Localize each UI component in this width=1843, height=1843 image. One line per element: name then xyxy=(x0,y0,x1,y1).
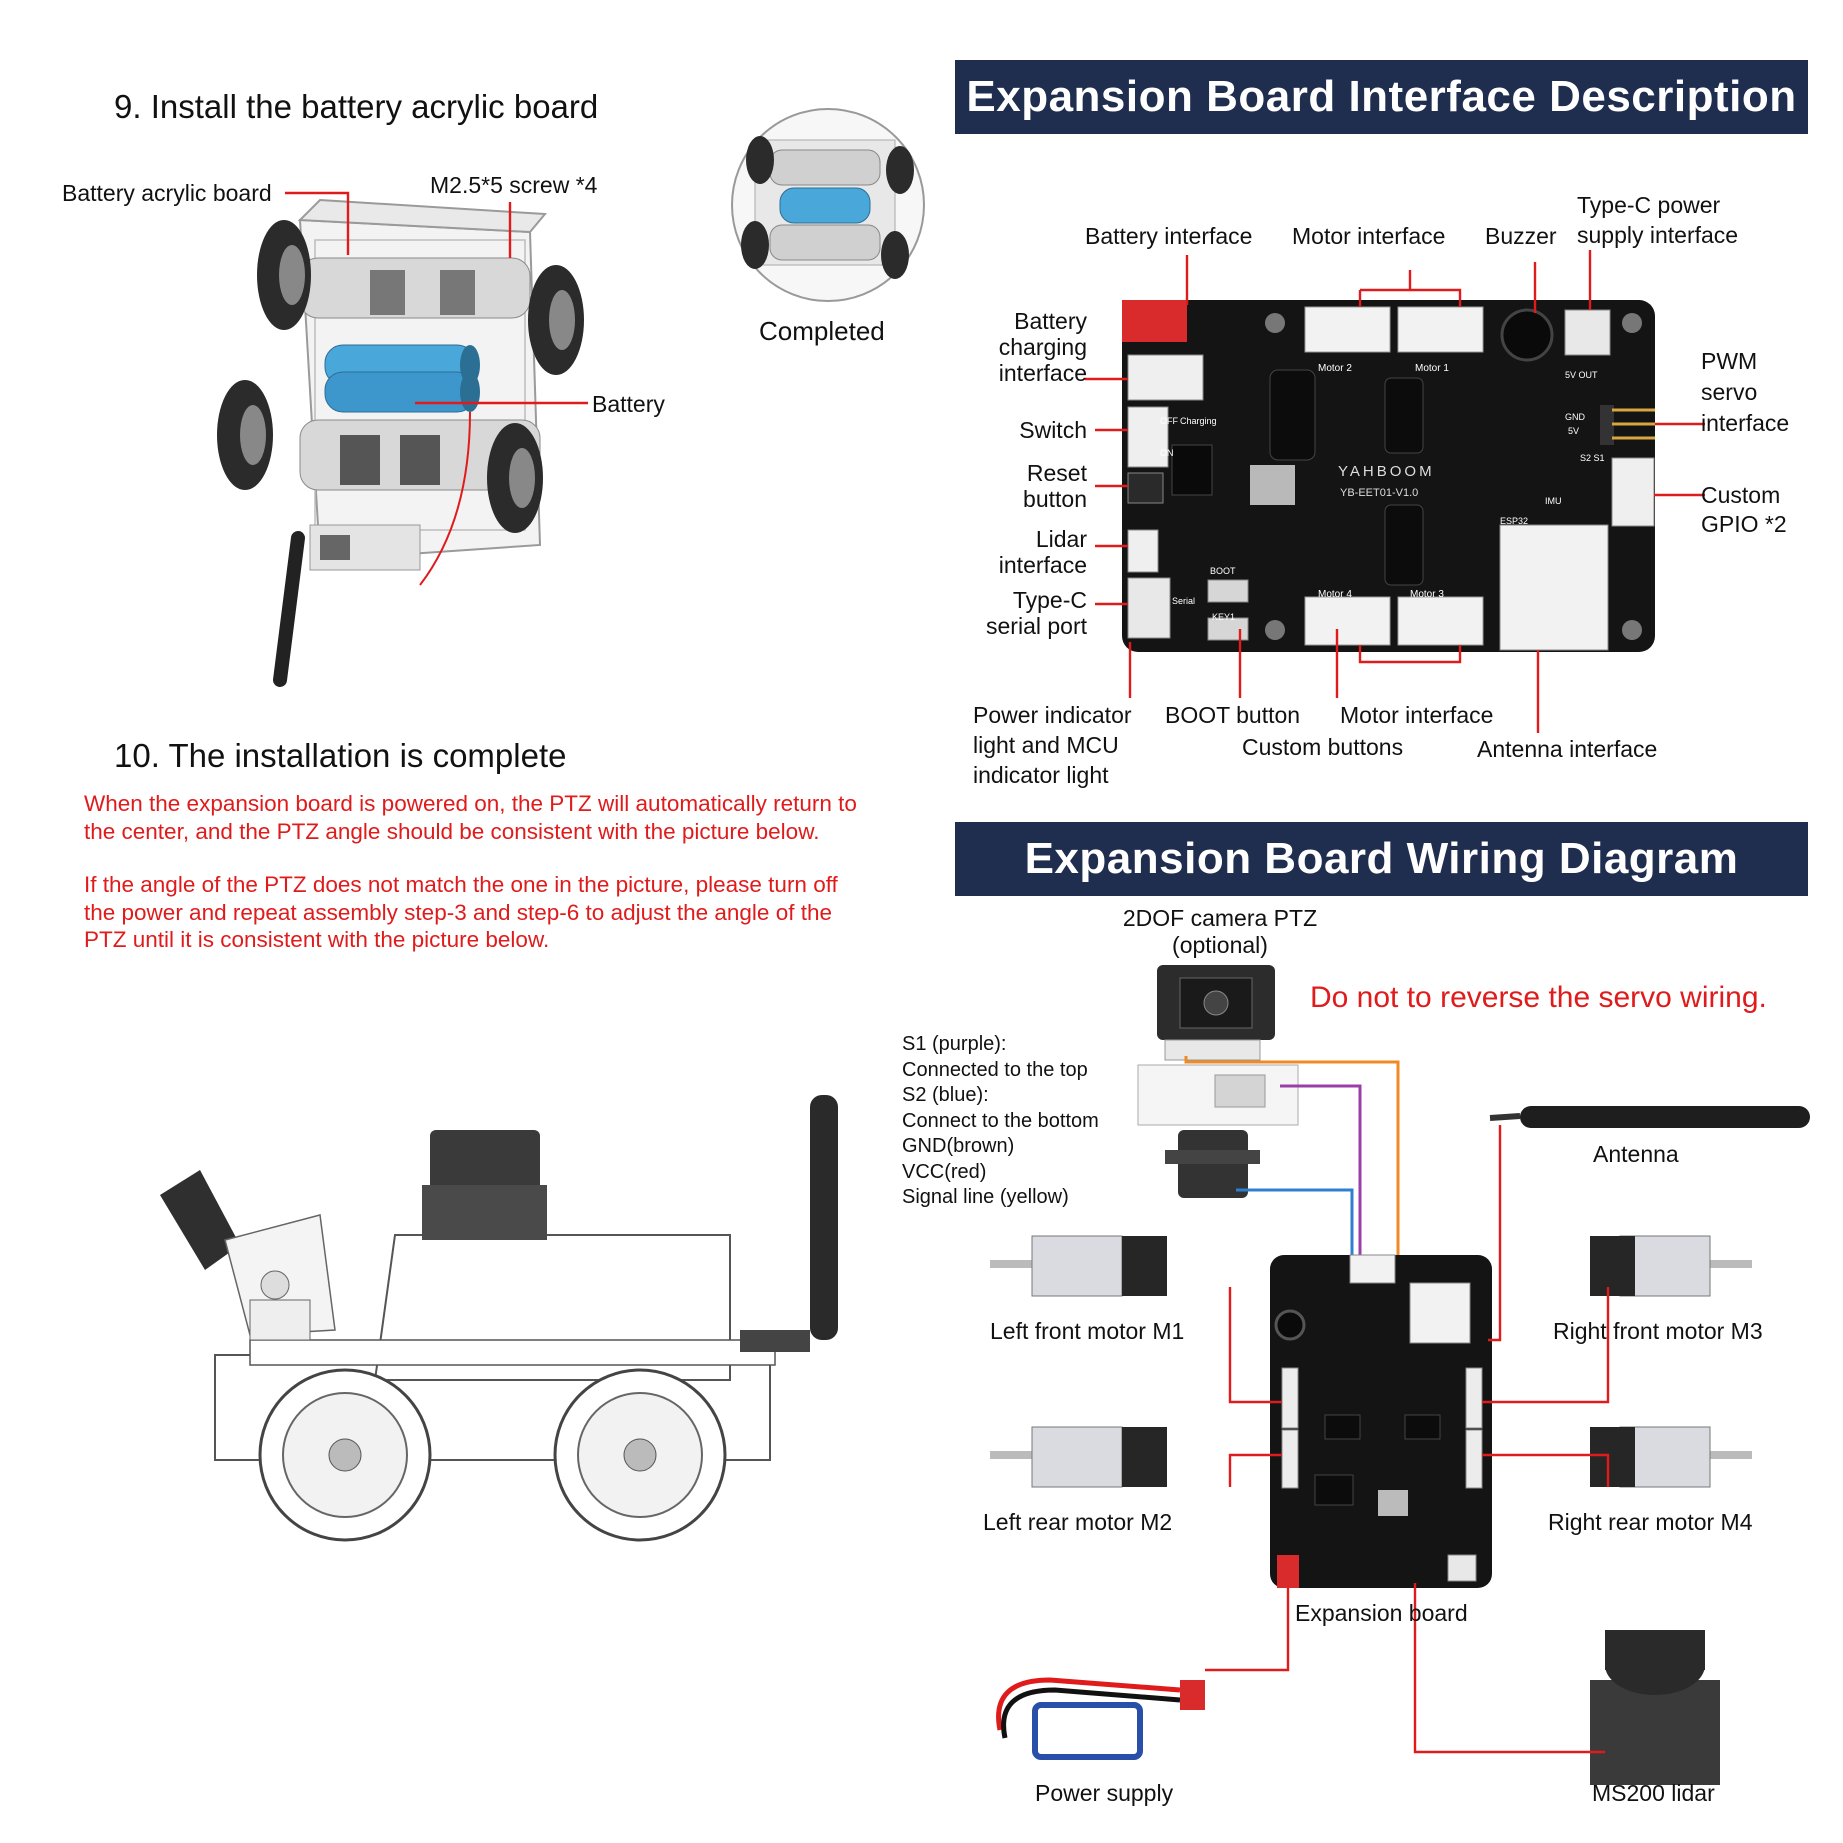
label-completed: Completed xyxy=(759,316,885,346)
board-boot: BOOT xyxy=(1210,566,1236,576)
label-boot-button: BOOT button xyxy=(1165,702,1301,728)
label-charging-1: Battery xyxy=(1014,308,1087,334)
step10-note-2: If the angle of the PTZ does not match the one in the picture, please turn off the power and repeat assembly step-3 and step-6 to adjust the angle of the PTZ until it is consistent with the picture below. xyxy=(84,872,838,952)
label-switch: Switch xyxy=(1019,417,1087,443)
step10-note-1: When the expansion board is powered on, the PTZ will automatically return to the center, and the PTZ angle should be consistent with the picture below. xyxy=(84,791,857,844)
label-custom-buttons: Custom buttons xyxy=(1242,734,1404,760)
board-motor4: Motor 4 xyxy=(1318,589,1352,600)
label-motor-interface-bottom: Motor interface xyxy=(1340,702,1494,728)
servo-note: Connect to the bottom xyxy=(902,1109,1099,1132)
label-pwm-1: PWM xyxy=(1701,348,1758,374)
servo-note: GND(brown) xyxy=(902,1135,1015,1157)
board-imu: IMU xyxy=(1545,496,1562,506)
motor-right-rear-drawing xyxy=(1590,1427,1752,1487)
battery-pack-drawing xyxy=(999,1680,1205,1757)
label-charging-3: interface xyxy=(998,360,1087,386)
board-charging: Charging xyxy=(1180,416,1217,426)
label-power-indicator-3: indicator light xyxy=(973,762,1109,788)
label-gpio-2: GPIO *2 xyxy=(1701,511,1787,537)
board-brand: YAHBOOM xyxy=(1338,463,1435,480)
label-camera-1: 2DOF camera PTZ xyxy=(1122,905,1318,931)
motor-right-front-drawing xyxy=(1590,1236,1752,1296)
interface-banner: Expansion Board Interface Description xyxy=(955,60,1808,134)
label-ms200-lidar: MS200 lidar xyxy=(1592,1780,1715,1806)
label-reset-2: button xyxy=(1023,486,1087,512)
label-screw: M2.5*5 screw *4 xyxy=(430,172,598,198)
label-buzzer: Buzzer xyxy=(1485,223,1557,249)
board-esp32: ESP32 xyxy=(1500,516,1529,526)
label-typec-power-2: supply interface xyxy=(1577,222,1739,248)
ptz-module-drawing xyxy=(1138,965,1298,1198)
label-reset-1: Reset xyxy=(1026,460,1087,486)
board-serial: Serial xyxy=(1172,596,1196,606)
label-gpio-1: Custom xyxy=(1701,482,1781,508)
label-right-rear-motor: Right rear motor M4 xyxy=(1548,1509,1753,1535)
servo-note: S1 (purple): xyxy=(902,1033,1007,1055)
label-power-indicator-1: Power indicator xyxy=(973,702,1132,728)
label-power-indicator-2: light and MCU xyxy=(973,732,1119,758)
label-left-front-motor: Left front motor M1 xyxy=(990,1318,1185,1344)
label-battery-interface: Battery interface xyxy=(1085,223,1253,249)
servo-note: VCC(red) xyxy=(902,1160,987,1183)
motor-left-front-drawing xyxy=(990,1236,1167,1296)
board-5vout: 5V OUT xyxy=(1565,370,1598,380)
board-s2s1: S2 S1 xyxy=(1580,453,1605,463)
label-pwm-3: interface xyxy=(1701,410,1790,436)
label-typec-power-1: Type-C power xyxy=(1577,192,1721,218)
board-motor1: Motor 1 xyxy=(1415,363,1449,374)
board-off: OFF xyxy=(1160,416,1178,426)
board-gnd: GND xyxy=(1565,412,1585,422)
label-antenna-interface: Antenna interface xyxy=(1477,736,1658,762)
lidar-drawing xyxy=(1590,1630,1720,1785)
step9-title: 9. Install the battery acrylic board xyxy=(114,88,599,125)
label-typec-serial-2: serial port xyxy=(986,613,1087,639)
servo-notes xyxy=(902,1032,1099,1211)
label-motor-interface-top: Motor interface xyxy=(1292,223,1446,249)
board-5v: 5V xyxy=(1568,426,1580,436)
label-battery-acrylic-board: Battery acrylic board xyxy=(62,180,272,206)
label-antenna: Antenna xyxy=(1593,1141,1679,1167)
label-typec-serial-1: Type-C xyxy=(1012,587,1087,613)
board-model: YB-EET01-V1.0 xyxy=(1340,487,1419,499)
label-expansion-board: Expansion board xyxy=(1295,1600,1468,1626)
label-camera-2: (optional) xyxy=(1172,932,1268,958)
label-lidar-1: Lidar xyxy=(1035,526,1087,552)
motor-left-rear-drawing xyxy=(990,1427,1167,1487)
servo-warning: Do not to reverse the servo wiring. xyxy=(1310,981,1767,1014)
board-key1: KEY1 xyxy=(1212,612,1236,622)
servo-note: Connected to the top xyxy=(902,1058,1088,1081)
step10-title: 10. The installation is complete xyxy=(114,737,567,774)
wiring-banner: Expansion Board Wiring Diagram xyxy=(955,822,1808,896)
label-pwm-2: servo xyxy=(1701,379,1758,405)
label-power-supply: Power supply xyxy=(1035,1780,1174,1806)
wiring-board-drawing xyxy=(1270,1255,1492,1588)
board-motor2: Motor 2 xyxy=(1318,363,1352,374)
label-left-rear-motor: Left rear motor M2 xyxy=(983,1509,1173,1535)
board-motor3: Motor 3 xyxy=(1410,589,1444,600)
label-charging-2: charging xyxy=(998,334,1087,360)
servo-note: Signal line (yellow) xyxy=(902,1186,1069,1208)
label-lidar-2: interface xyxy=(998,552,1087,578)
antenna-drawing xyxy=(1490,1106,1810,1128)
servo-note: S2 (blue): xyxy=(902,1084,989,1106)
label-right-front-motor: Right front motor M3 xyxy=(1553,1318,1763,1344)
board-on: ON xyxy=(1160,448,1174,458)
label-battery: Battery xyxy=(592,391,665,417)
